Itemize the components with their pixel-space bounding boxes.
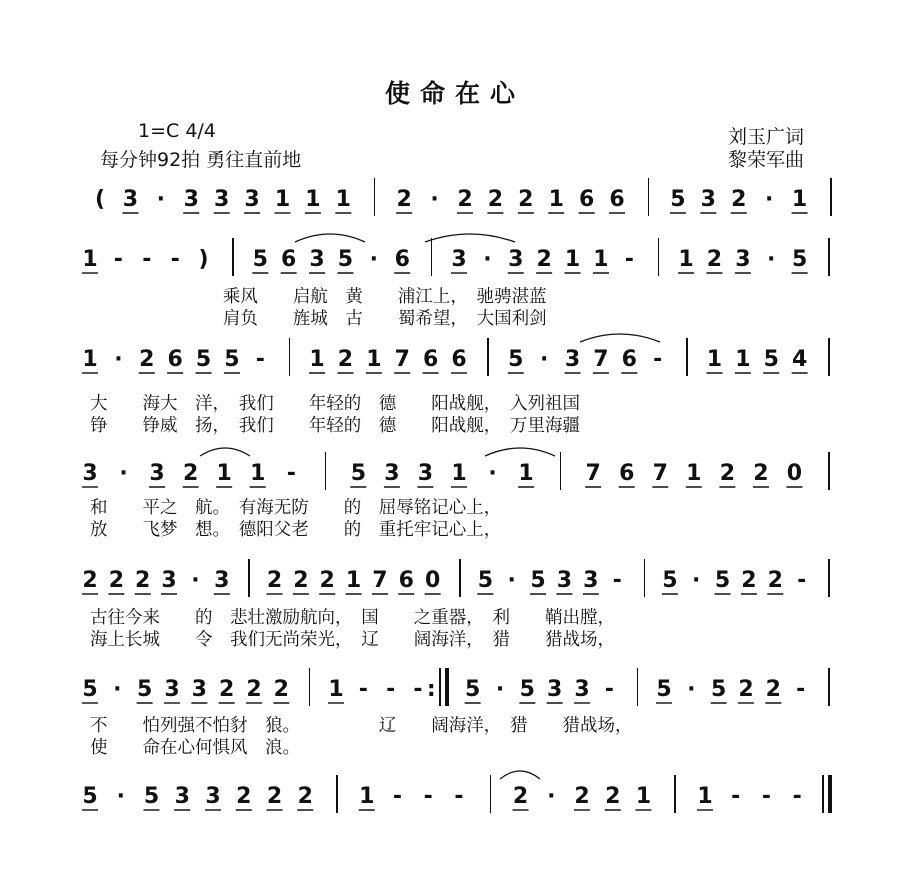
lyric-line-1: 不 怕列强不怕豺 狼。 辽 阔海洋， 猎 猎战场， [90, 716, 633, 736]
note: 2 [396, 187, 412, 212]
note: 1 [593, 247, 609, 272]
note: 7 [652, 461, 668, 486]
augmentation-dot: · [764, 187, 774, 212]
lyric-line-1: 古往今来 的 悲壮激励航向， 国 之重器， 利 鞘出膛， [90, 608, 615, 628]
augmentation-dot: · [488, 461, 497, 486]
note: 3 [574, 677, 590, 702]
double-barline [445, 668, 449, 706]
note: 1 [564, 247, 581, 272]
lyric-line-2: 铮 铮威 扬， 我们 年轻的 德 阳战舰， 万里海疆 [90, 416, 580, 436]
note: 5 [508, 347, 524, 372]
note: 3 [451, 247, 467, 272]
augmentation-dot: · [539, 347, 549, 372]
note: 2 [266, 568, 283, 593]
note: 3 [149, 461, 165, 486]
augmentation-dot: · [495, 677, 505, 702]
barline [822, 775, 824, 813]
barline [830, 178, 832, 216]
note: 5 [662, 568, 678, 593]
barline [325, 452, 327, 490]
note: 5 [143, 784, 160, 809]
extension-dash: - [286, 461, 296, 486]
barline [490, 775, 492, 813]
augmentation-dot: · [116, 784, 125, 809]
augmentation-dot: · [369, 247, 379, 272]
note: 3 [735, 247, 751, 272]
notation-line [0, 248, 910, 288]
note: 6 [451, 347, 467, 372]
lyric-line-1: 和 平之 航。 有海无防 的 屈辱铭记心上， [90, 498, 502, 518]
note: ( [94, 187, 106, 212]
note: 1 [366, 347, 382, 372]
note: 7 [394, 347, 410, 372]
note: 1 [518, 461, 534, 486]
note: 5 [252, 247, 268, 272]
extension-dash: - [653, 347, 663, 372]
augmentation-dot: · [767, 247, 776, 272]
augmentation-dot: · [547, 784, 556, 809]
note: 5 [711, 677, 727, 702]
note: 3 [161, 568, 177, 593]
note: 1 [791, 187, 808, 212]
note: 3 [82, 461, 98, 486]
note: 1 [335, 187, 351, 212]
double-barline [828, 775, 832, 813]
barline [674, 775, 676, 813]
extension-dash: - [604, 677, 614, 702]
augmentation-dot: · [114, 347, 123, 372]
barline [828, 668, 830, 706]
note: 5 [656, 677, 672, 702]
note: 4 [791, 347, 808, 372]
extension-dash: - [386, 677, 396, 702]
note: 7 [372, 568, 388, 593]
note: 3 [244, 187, 260, 212]
note: 2 [574, 784, 590, 809]
note: 2 [319, 568, 335, 593]
note: 0 [424, 568, 441, 593]
note: 2 [139, 347, 155, 372]
barline [637, 668, 639, 706]
note: 1 [309, 347, 325, 372]
note: 1 [216, 461, 232, 486]
barline [431, 238, 433, 276]
note: 3 [417, 461, 434, 486]
note: 1 [735, 347, 751, 372]
augmentation-dot: · [692, 568, 701, 593]
barline [828, 559, 830, 597]
note: 5 [519, 677, 535, 702]
extension-dash: - [797, 568, 807, 593]
barline [459, 559, 461, 597]
barline [289, 338, 291, 376]
note: 2 [741, 568, 757, 593]
note: 3 [164, 677, 180, 702]
notation-line [0, 785, 910, 825]
note: 5 [82, 784, 98, 809]
barline [560, 452, 562, 490]
note: 6 [579, 187, 595, 212]
lyric-line-2: 海上长城 令 我们无尚荣光， 辽 阔海洋， 猎 猎战场， [90, 630, 615, 650]
note: 5 [137, 677, 153, 702]
augmentation-dot: · [687, 677, 696, 702]
barline [648, 178, 650, 216]
lyric-line-2: 放 飞梦 想。 德阳父老 的 重托牢记心上， [90, 520, 502, 540]
extension-dash: - [255, 347, 265, 372]
note: 5 [350, 461, 367, 486]
note: 1 [678, 247, 694, 272]
extension-dash: - [624, 247, 634, 272]
note: 2 [731, 187, 747, 212]
note: 6 [394, 247, 410, 272]
note: 2 [753, 461, 769, 486]
note: 1 [305, 187, 321, 212]
extension-dash: - [761, 784, 772, 809]
note: 6 [398, 568, 414, 593]
extension-dash: - [113, 247, 123, 272]
note: 5 [465, 677, 481, 702]
note: 3 [183, 187, 199, 212]
note: 6 [167, 347, 183, 372]
extension-dash: - [796, 677, 806, 702]
note: 3 [214, 568, 230, 593]
augmentation-dot: · [507, 568, 516, 593]
note: 3 [214, 187, 230, 212]
extension-dash: - [392, 784, 403, 809]
note: 2 [273, 677, 289, 702]
barline [828, 338, 830, 376]
notation-line [0, 188, 910, 228]
note: 1 [686, 461, 702, 486]
note: 6 [422, 347, 439, 372]
song-title: 使命在心 [384, 79, 525, 108]
note: 2 [706, 247, 723, 272]
note: 7 [585, 461, 601, 486]
notation-line [0, 569, 910, 609]
augmentation-dot: · [191, 568, 200, 593]
note: 2 [457, 187, 473, 212]
composer-credit: 黎荣军曲 [728, 149, 805, 171]
barline [644, 559, 646, 597]
extension-dash: - [142, 247, 152, 272]
note: 2 [738, 677, 754, 702]
note: 1 [706, 347, 723, 372]
barline [309, 668, 311, 706]
note: 1 [345, 568, 362, 593]
note: 5 [791, 247, 808, 272]
note: 3 [309, 247, 325, 272]
note: 2 [219, 677, 235, 702]
note: ) [198, 247, 209, 272]
note: 3 [191, 677, 207, 702]
note: 3 [547, 677, 563, 702]
note: 6 [621, 347, 637, 372]
note: 2 [536, 247, 552, 272]
note: 1 [274, 187, 291, 212]
note: 2 [719, 461, 736, 486]
note: 3 [700, 187, 716, 212]
note: 2 [182, 461, 199, 486]
note: 1 [328, 677, 344, 702]
note: 5 [477, 568, 493, 593]
note: 1 [451, 461, 467, 486]
barline [658, 238, 660, 276]
note: 3 [556, 568, 573, 593]
note: 1 [250, 461, 266, 486]
note: 3 [205, 784, 221, 809]
note: 2 [518, 187, 534, 212]
note: 5 [714, 568, 731, 593]
note: 3 [564, 347, 581, 372]
note: 1 [359, 784, 375, 809]
note: 2 [512, 784, 529, 809]
repeat-colon: : [426, 677, 436, 702]
note: 2 [246, 677, 262, 702]
barline [336, 775, 338, 813]
note: 5 [224, 347, 240, 372]
note: 2 [765, 677, 781, 702]
note: 2 [487, 187, 504, 212]
note: 3 [122, 187, 139, 212]
note: 3 [384, 461, 400, 486]
note: 3 [583, 568, 599, 593]
note: 6 [281, 247, 297, 272]
note: 5 [337, 247, 354, 272]
lyric-line-1: 大 海大 洋， 我们 年轻的 德 阳战舰， 入列祖国 [90, 394, 580, 414]
note: 2 [108, 568, 124, 593]
note: 2 [135, 568, 151, 593]
barline [248, 559, 250, 597]
note: 5 [530, 568, 546, 593]
lyric-line-2: 肩负 旌城 古 蜀希望， 大国利剑 [222, 309, 547, 329]
lyricist-credit: 刘玉广词 [728, 126, 805, 148]
note: 1 [548, 187, 564, 212]
extension-dash: - [423, 784, 433, 809]
extension-dash: - [358, 677, 368, 702]
lyric-line-1: 乘风 启航 黄 浦江上， 驰骋湛蓝 [222, 287, 547, 307]
augmentation-dot: · [483, 247, 492, 272]
extension-dash: - [170, 247, 180, 272]
augmentation-dot: · [119, 461, 128, 486]
barline [828, 452, 830, 490]
barline [232, 238, 234, 276]
note: 1 [82, 247, 98, 272]
extension-dash: - [731, 784, 741, 809]
note: 2 [605, 784, 621, 809]
note: 5 [763, 347, 779, 372]
lyric-line-2: 使 命在心何惧风 浪。 [90, 738, 300, 758]
note: 2 [337, 347, 354, 372]
note: 3 [174, 784, 190, 809]
note: 5 [670, 187, 686, 212]
extension-dash: - [792, 784, 802, 809]
note: 7 [593, 347, 609, 372]
tempo-marking: 每分钟92拍 勇往直前地 [100, 149, 302, 171]
note: 2 [236, 784, 252, 809]
note: 2 [293, 568, 309, 593]
extension-dash: - [612, 568, 622, 593]
extension-dash: - [454, 784, 464, 809]
notation-line [0, 348, 910, 388]
extension-dash: - [413, 677, 423, 702]
augmentation-dot: · [113, 677, 122, 702]
augmentation-dot: · [430, 187, 439, 212]
barline [686, 338, 688, 376]
note: 1 [635, 784, 652, 809]
note: 2 [297, 784, 313, 809]
barline [487, 338, 489, 376]
augmentation-dot: · [156, 187, 165, 212]
note: 5 [195, 347, 212, 372]
barline [828, 238, 830, 276]
note: 5 [82, 677, 98, 702]
barline [374, 178, 376, 216]
note: 1 [697, 784, 713, 809]
note: 6 [609, 187, 625, 212]
note: 2 [82, 568, 98, 593]
note: 0 [786, 461, 803, 486]
note: 1 [82, 347, 98, 372]
note: 2 [266, 784, 283, 809]
note: 3 [508, 247, 524, 272]
note: 2 [767, 568, 783, 593]
note: 6 [619, 461, 635, 486]
key-meter: 1=C 4/4 [138, 120, 216, 142]
